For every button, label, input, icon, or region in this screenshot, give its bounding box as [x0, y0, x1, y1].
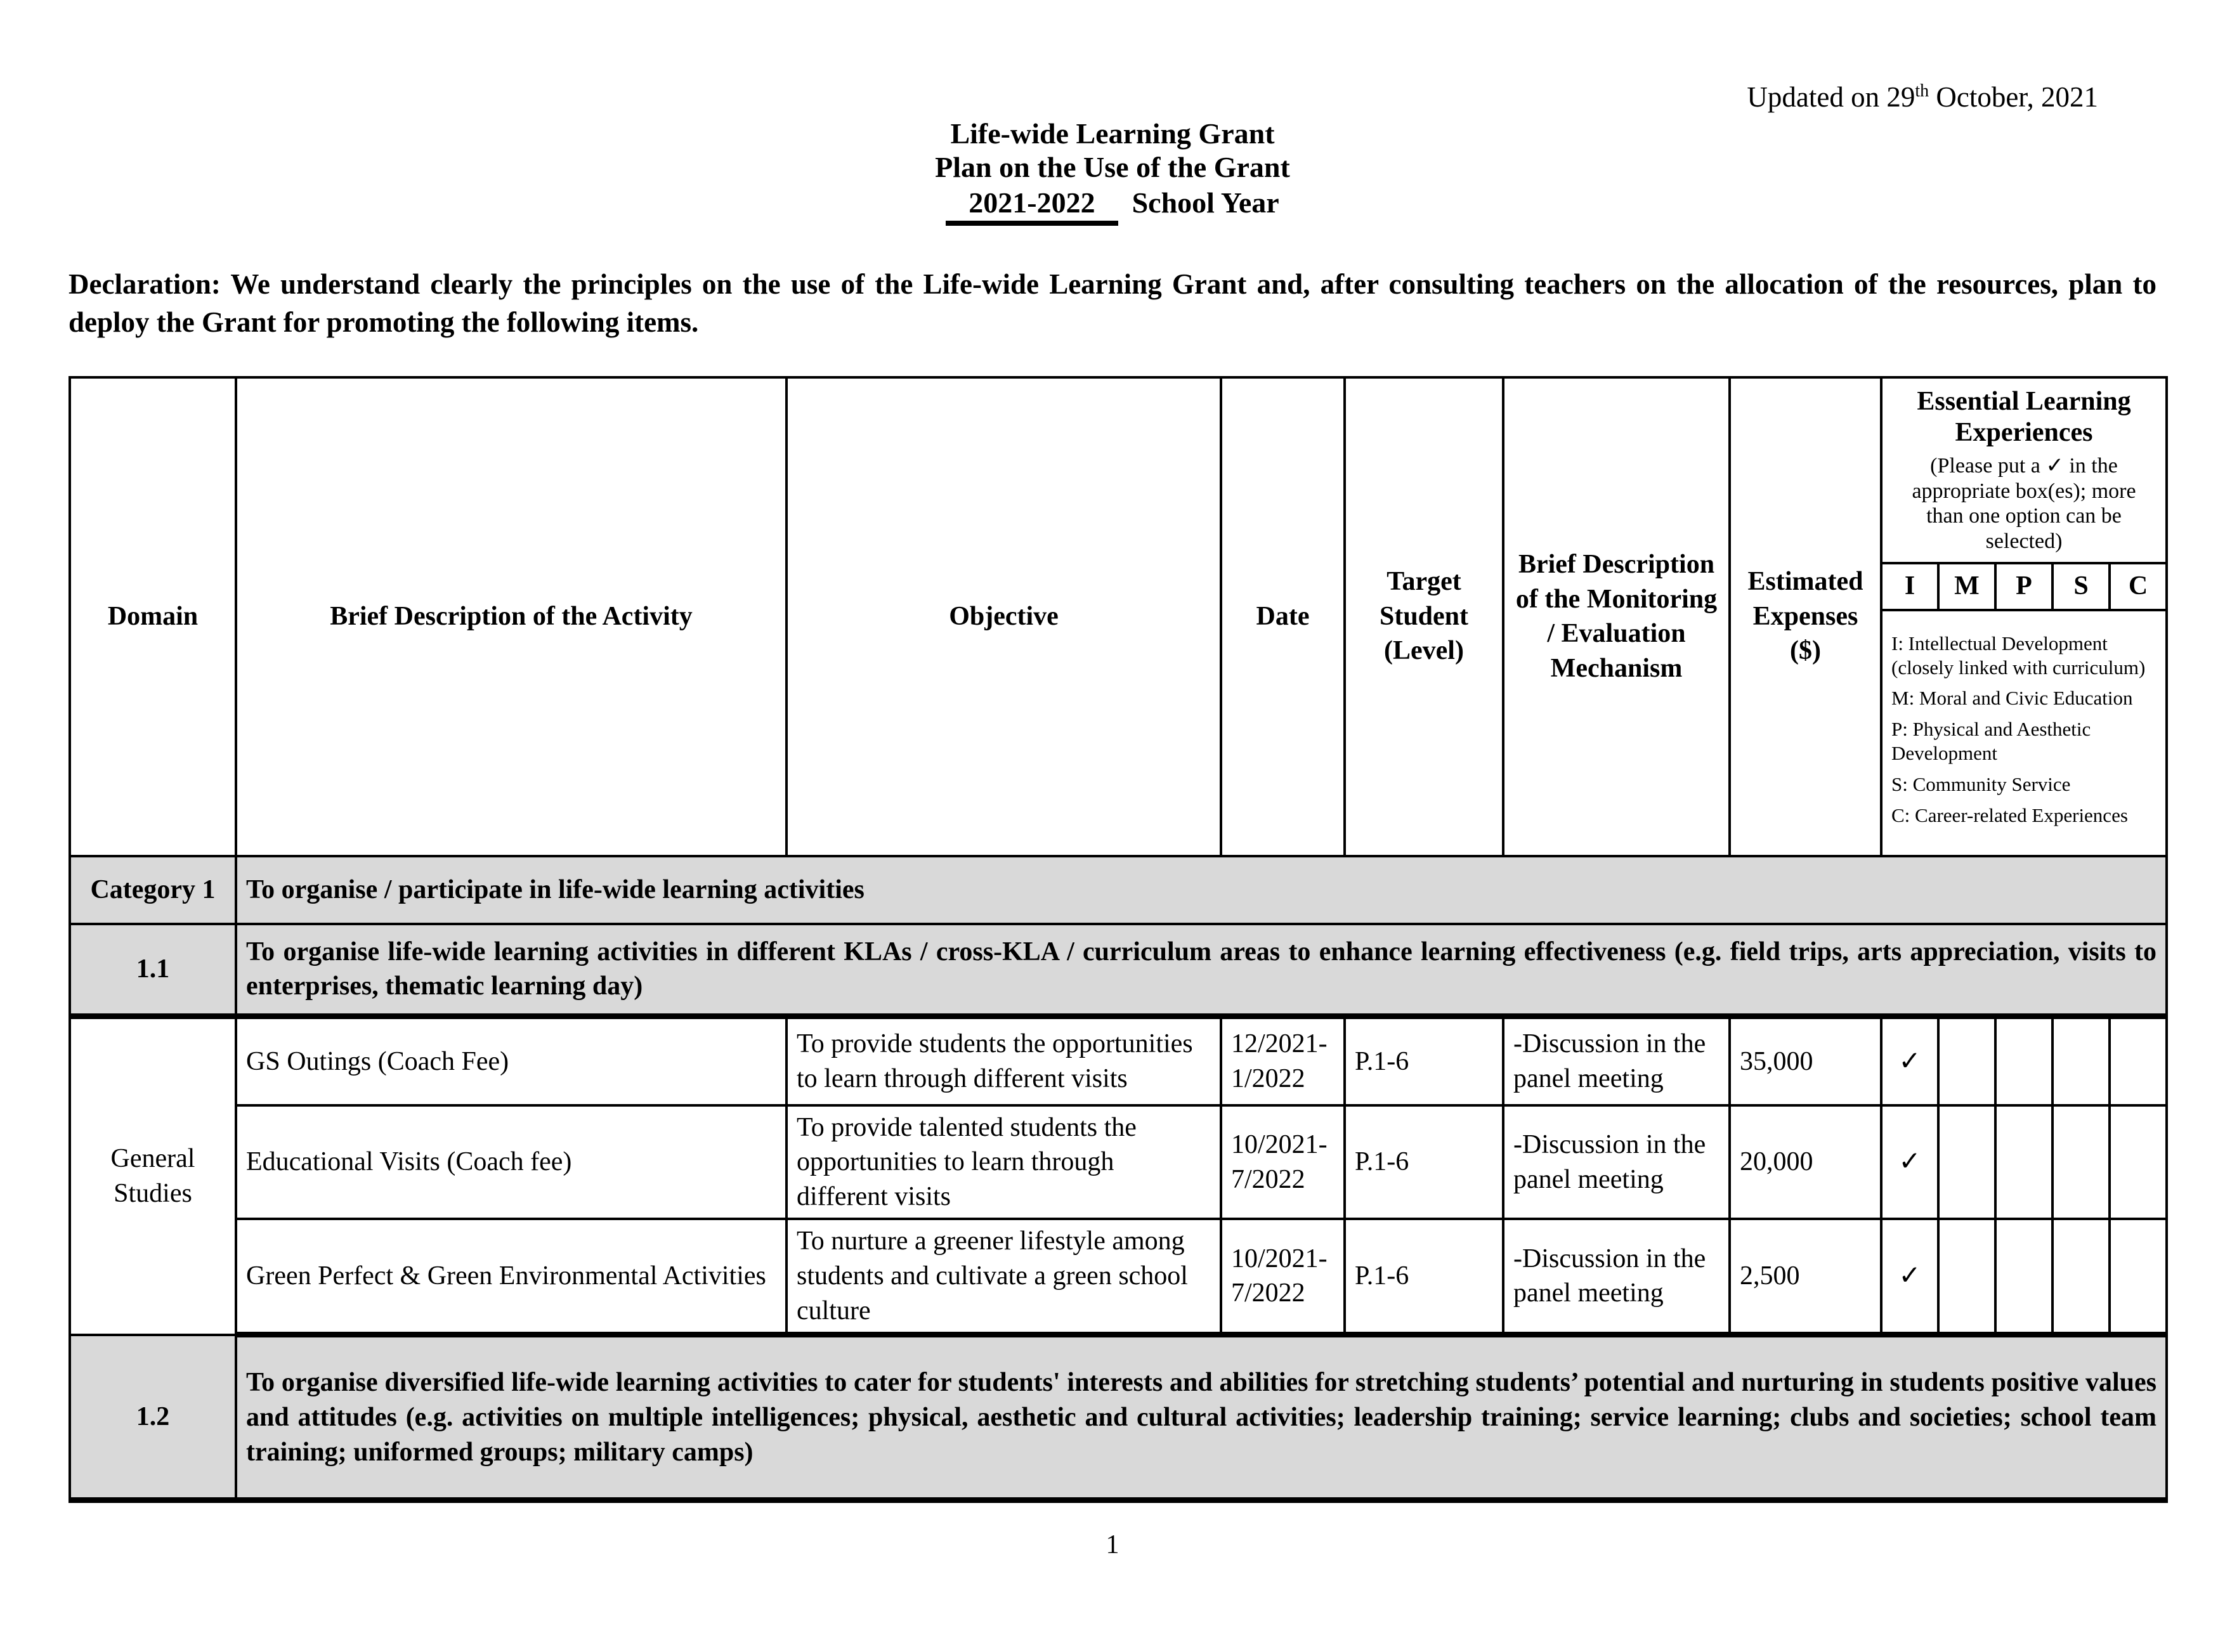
page-title	[0, 117, 2225, 226]
tick-cell-physical	[1995, 1017, 2052, 1105]
activity-cell: Green Perfect & Green Environmental Activities	[236, 1219, 786, 1334]
header-target-student: Target Student (Level)	[1345, 377, 1503, 856]
ele-legend	[1881, 610, 2167, 856]
activity-row-gs-outings	[70, 1017, 2167, 1105]
ele-col-moral: M	[1938, 563, 1995, 610]
domain-cell: General Studies	[70, 1017, 236, 1335]
page-number: 1	[1106, 1530, 1119, 1560]
target-student-cell: P.1-6	[1345, 1017, 1503, 1105]
date-cell: 10/2021-7/2022	[1221, 1105, 1345, 1219]
header-monitoring: Brief Description of the Monitoring / Evaluation Mechanism	[1503, 377, 1730, 856]
section-1-2-row	[70, 1335, 2167, 1500]
date-cell: 10/2021-7/2022	[1221, 1219, 1345, 1334]
monitoring-cell: -Discussion in the panel meeting	[1503, 1219, 1730, 1334]
expenses-cell: 20,000	[1730, 1105, 1881, 1219]
header-date: Date	[1221, 377, 1345, 856]
tick-cell-intellectual: ✓	[1881, 1105, 1938, 1219]
section-1-1-row	[70, 924, 2167, 1017]
ele-legend-item-c: C: Career-related Experiences	[1891, 803, 2128, 826]
header-estimated-expenses: Estimated Expenses ($)	[1730, 377, 1881, 856]
tick-cell-moral	[1938, 1105, 1995, 1219]
tick-cell-service	[2052, 1105, 2110, 1219]
ele-legend-item-m: M: Moral and Civic Education	[1891, 687, 2133, 710]
grant-plan-table	[69, 376, 2168, 1504]
expenses-cell: 35,000	[1730, 1017, 1881, 1105]
ele-legend-item-p: P: Physical and Aesthetic Development	[1891, 718, 2091, 765]
ele-col-physical: P	[1995, 563, 2052, 610]
section-1-2-description: To organise diversified life-wide learning activities to cater for students' interests and abilities for stretching students’ potential and nurturing in students positive values and attitudes (e.g. activities on multiple intelligences; physical, aesthetic and cultural activities; leadership training; service learning; clubs and societies; school team training; uniformed groups; military camps)	[236, 1335, 2167, 1500]
document-page	[0, 80, 2225, 1652]
section-1-2-label: 1.2	[70, 1335, 236, 1500]
title-line-2: Plan on the Use of the Grant	[935, 151, 1290, 184]
section-1-1-label: 1.1	[70, 924, 236, 1017]
ele-col-career: C	[2110, 563, 2167, 610]
category-1-row	[70, 856, 2167, 924]
objective-cell: To provide talented students the opportunities to learn through different visits	[786, 1105, 1221, 1219]
monitoring-cell: -Discussion in the panel meeting	[1503, 1017, 1730, 1105]
target-student-cell: P.1-6	[1345, 1105, 1503, 1219]
header-essential-learning-experiences	[1881, 377, 2167, 563]
activity-row-green-perfect	[70, 1219, 2167, 1334]
ele-legend-item-i: I: Intellectual Development (closely linked with curriculum)	[1891, 632, 2146, 679]
tick-cell-career	[2110, 1105, 2167, 1219]
title-line-1: Life-wide Learning Grant	[950, 117, 1275, 150]
school-year-label: School Year	[1132, 186, 1279, 219]
monitoring-cell: -Discussion in the panel meeting	[1503, 1105, 1730, 1219]
updated-note-prefix: Updated on 29	[1747, 81, 1915, 113]
tick-cell-career	[2110, 1017, 2167, 1105]
tick-cell-service	[2052, 1219, 2110, 1334]
category-1-description: To organise / participate in life-wide learning activities	[236, 856, 2167, 924]
date-cell: 12/2021-1/2022	[1221, 1017, 1345, 1105]
activity-cell: Educational Visits (Coach fee)	[236, 1105, 786, 1219]
tick-cell-intellectual: ✓	[1881, 1017, 1938, 1105]
header-objective: Objective	[786, 377, 1221, 856]
school-year-underlined: 2021-2022	[946, 186, 1118, 226]
tick-cell-career	[2110, 1219, 2167, 1334]
ele-title: Essential Learning Experiences	[1917, 387, 2131, 448]
expenses-cell: 2,500	[1730, 1219, 1881, 1334]
ele-col-intellectual: I	[1881, 563, 1938, 610]
tick-cell-physical	[1995, 1219, 2052, 1334]
ele-col-service: S	[2052, 563, 2110, 610]
ele-legend-item-s: S: Community Service	[1891, 772, 2071, 795]
category-1-label: Category 1	[70, 856, 236, 924]
tick-cell-service	[2052, 1017, 2110, 1105]
declaration-text: Declaration: We understand clearly the principles on the use of the Life-wide Learning Grant and, after consulting teachers on the allocation of the resources, plan to deploy the Grant for promoting the following items.	[69, 268, 2156, 339]
activity-row-educational-visits	[70, 1105, 2167, 1219]
section-1-1-description: To organise life-wide learning activities in different KLAs / cross-KLA / curriculum areas to enhance learning effectiveness (e.g. field trips, arts appreciation, visits to enterprises, thematic learning day)	[236, 924, 2167, 1017]
header-activity: Brief Description of the Activity	[236, 377, 786, 856]
target-student-cell: P.1-6	[1345, 1219, 1503, 1334]
tick-cell-moral	[1938, 1219, 1995, 1334]
activity-cell: GS Outings (Coach Fee)	[236, 1017, 786, 1105]
updated-note-superscript: th	[1915, 81, 1929, 101]
objective-cell: To nurture a greener lifestyle among students and cultivate a green school culture	[786, 1219, 1221, 1334]
tick-cell-physical	[1995, 1105, 2052, 1219]
ele-note: (Please put a ✓ in the appropriate box(es); more than one option can be selected)	[1912, 454, 2136, 553]
title-line-3	[0, 186, 2225, 226]
tick-cell-intellectual: ✓	[1881, 1219, 1938, 1334]
header-domain: Domain	[70, 377, 236, 856]
objective-cell: To provide students the opportunities to learn through different visits	[786, 1017, 1221, 1105]
updated-note	[0, 80, 2225, 114]
tick-cell-moral	[1938, 1017, 1995, 1105]
updated-note-suffix: October, 2021	[1929, 81, 2098, 113]
